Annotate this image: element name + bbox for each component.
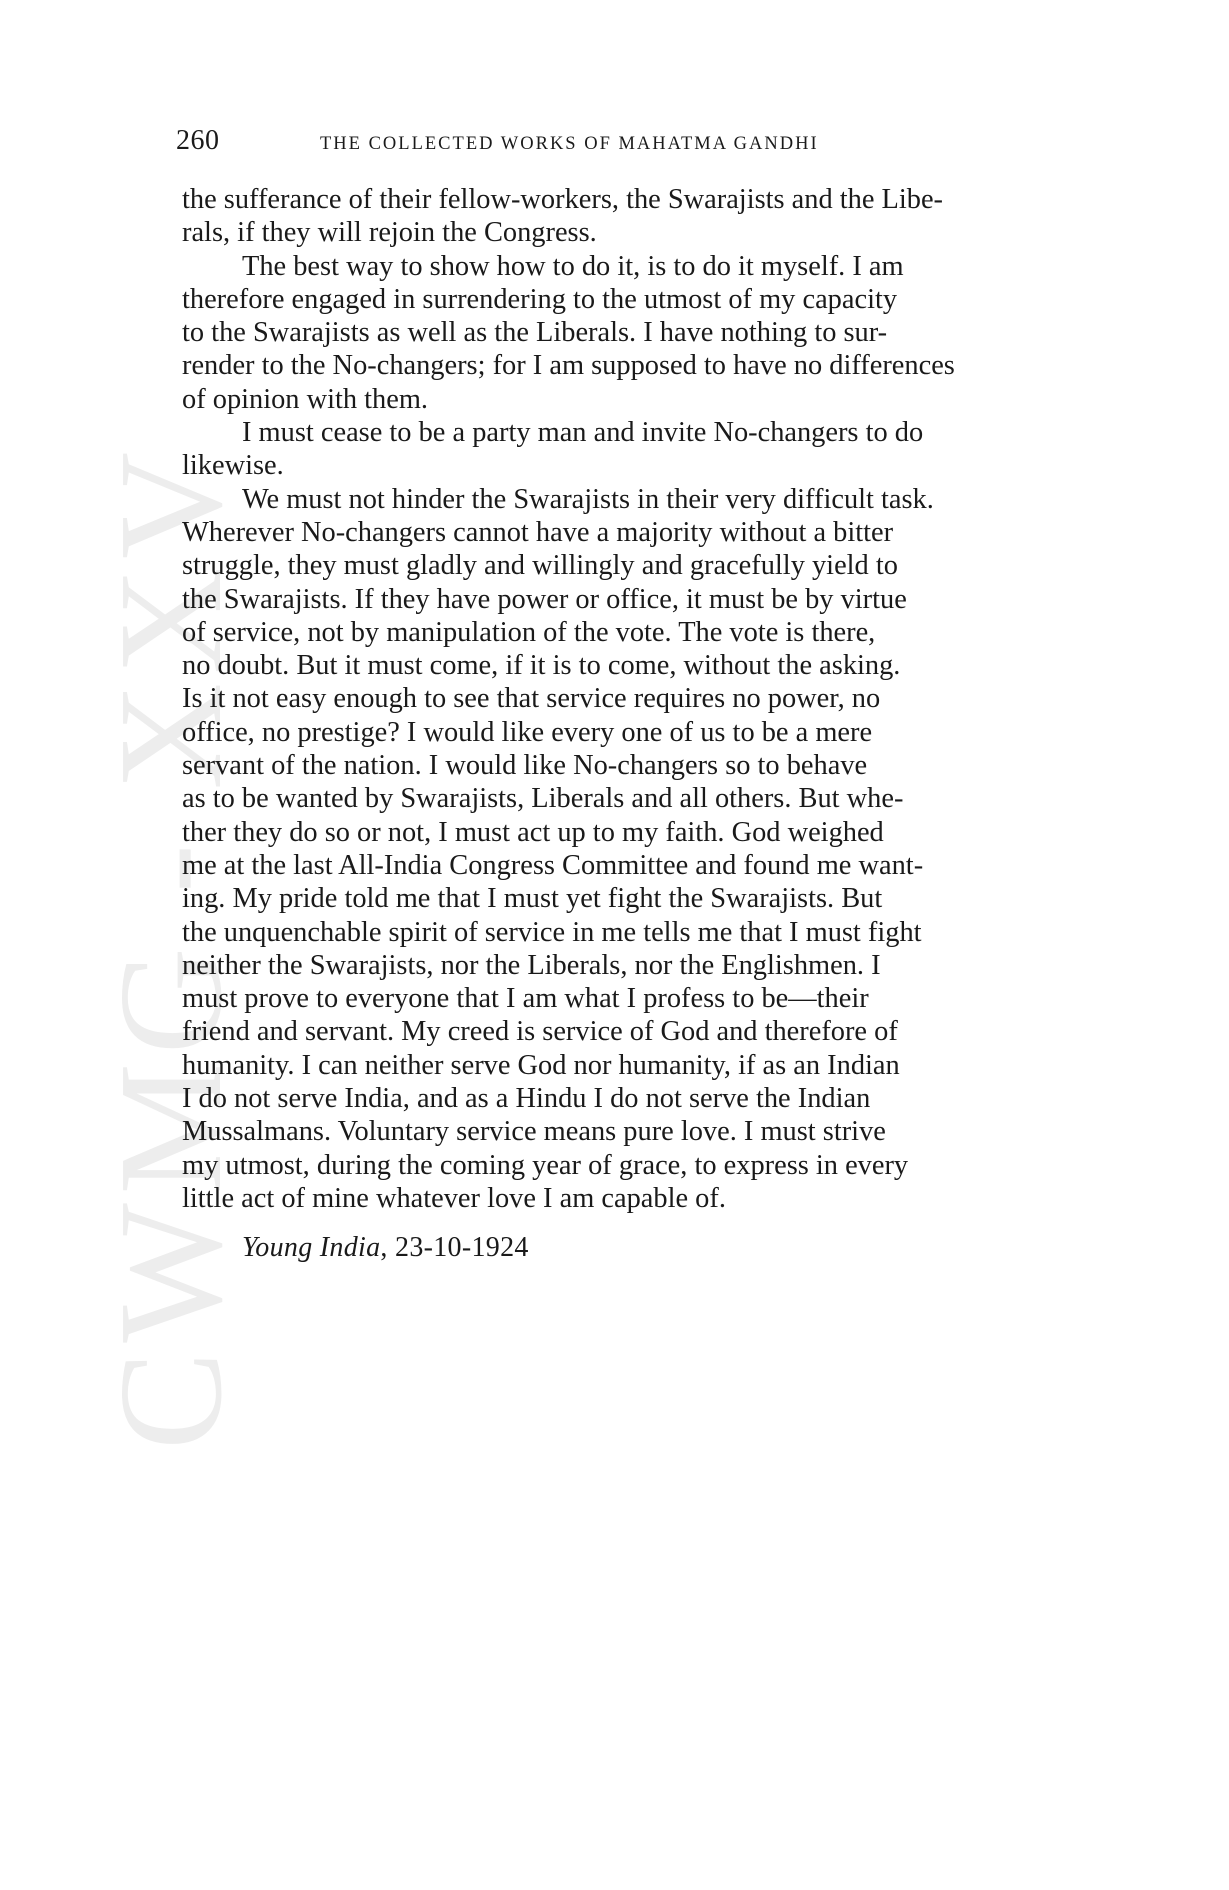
text-line: neither the Swarajists, nor the Liberals, nor the Englishmen. I: [182, 949, 881, 981]
text-line: I do not serve India, and as a Hindu I do not serve the Indian: [182, 1083, 871, 1115]
text-line: humanity. I can neither serve God nor humanity, if as an Indian: [182, 1049, 900, 1081]
text-line: I must cease to be a party man and invite No-changers to do: [242, 417, 924, 449]
text-line: office, no prestige? I would like every one of us to be a mere: [182, 716, 873, 748]
text-line: as to be wanted by Swarajists, Liberals and all others. But whe-: [182, 783, 904, 815]
page-header: [176, 125, 1076, 165]
text-line: Mussalmans. Voluntary service means pure love. I must strive: [182, 1116, 886, 1148]
text-line: Is it not easy enough to see that service requires no power, no: [182, 683, 881, 715]
text-line: friend and servant. My creed is service of God and therefore of: [182, 1016, 898, 1048]
text-line: servant of the nation. I would like No-changers so to behave: [182, 750, 868, 782]
text-line: the unquenchable spirit of service in me tells me that I must fight: [182, 916, 922, 948]
publication-title: Young India: [242, 1232, 381, 1263]
text-line: We must not hinder the Swarajists in their very difficult task.: [242, 483, 934, 515]
text-line: ther they do so or not, I must act up to my faith. God weighed: [182, 816, 884, 848]
citation-separator: ,: [380, 1232, 396, 1263]
text-line: the sufferance of their fellow-workers, the Swarajists and the Libe-: [182, 184, 944, 215]
running-head: THE COLLECTED WORKS OF MAHATMA GANDHI: [320, 134, 819, 154]
text-line: Wherever No-changers cannot have a majority without a bitter: [182, 516, 894, 548]
paragraph: [182, 183, 1075, 250]
text-line: render to the No-changers; for I am supposed to have no differences: [182, 350, 955, 382]
text-line: ing. My pride told me that I must yet fight the Swarajists. But: [182, 883, 883, 915]
text-line: no doubt. But it must come, if it is to come, without the asking.: [182, 650, 901, 682]
text-line: likewise.: [182, 450, 284, 482]
text-line: therefore engaged in surrendering to the utmost of my capacity: [182, 283, 898, 315]
body-text: [182, 183, 1075, 1215]
paragraph: [182, 416, 1075, 483]
text-line: of service, not by manipulation of the vote. The vote is there,: [182, 616, 876, 648]
source-citation: [242, 1232, 529, 1264]
text-line: the Swarajists. If they have power or office, it must be by virtue: [182, 583, 907, 615]
text-line: little act of mine whatever love I am capable of.: [182, 1182, 726, 1214]
page-number: 260: [176, 125, 220, 156]
paragraph: [182, 483, 1075, 1216]
text-line: to the Swarajists as well as the Liberals. I have nothing to sur-: [182, 317, 888, 349]
text-line: struggle, they must gladly and willingly and gracefully yield to: [182, 550, 898, 582]
text-line: must prove to everyone that I am what I profess to be—their: [182, 983, 869, 1015]
text-line: of opinion with them.: [182, 383, 429, 415]
paragraph: [182, 250, 1075, 416]
text-line: my utmost, during the coming year of grace, to express in every: [182, 1149, 909, 1181]
text-line: rals, if they will rejoin the Congress.: [182, 217, 597, 249]
text-line: me at the last All-India Congress Committee and found me want-: [182, 849, 924, 881]
publication-date: 23-10-1924: [395, 1232, 529, 1263]
text-line: The best way to show how to do it, is to do it myself. I am: [242, 250, 904, 282]
